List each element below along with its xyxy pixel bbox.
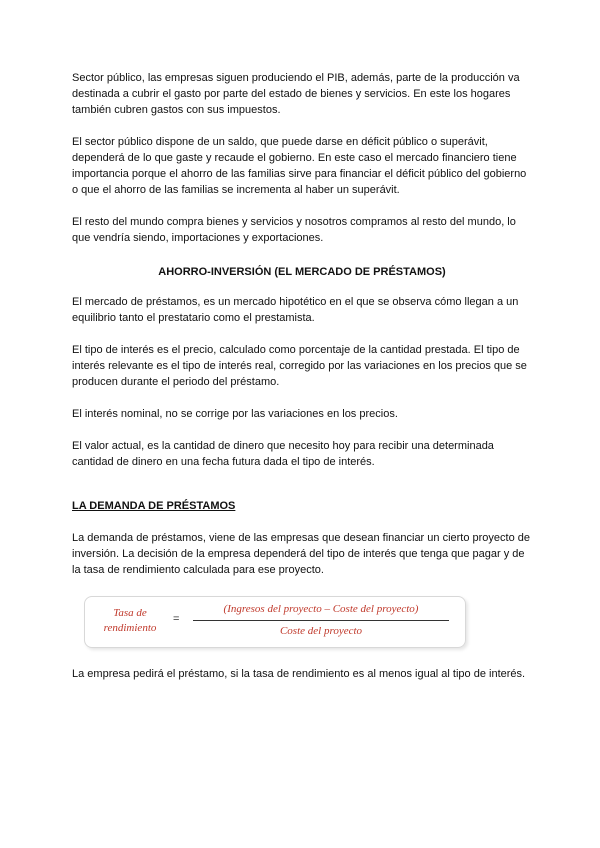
heading-ahorro-inversion: AHORRO-INVERSIÓN (EL MERCADO DE PRÉSTAMOS): [158, 266, 446, 278]
formula-equals: =: [173, 613, 180, 625]
paragraph-loan-demand: La demanda de préstamos, viene de las empresas que desean financiar un cierto proyecto de inversión. La decisión de la empresa dependerá del tipo de interés que tenga que pagar y de la tasa de rendimiento calculada para ese proyecto.: [72, 532, 531, 576]
formula-fraction: [193, 602, 449, 639]
paragraph-closing: La empresa pedirá el préstamo, si la tasa de rendimiento es al menos igual al tipo de interés.: [72, 668, 526, 680]
formula-left-line1: Tasa de: [113, 607, 147, 619]
paragraph-nominal-interest: El interés nominal, no se corrige por las variaciones en los precios.: [72, 408, 398, 420]
section-title-demand: LA DEMANDA DE PRÉSTAMOS: [72, 500, 236, 512]
paragraph-loan-market: El mercado de préstamos, es un mercado hipotético en el que se observa cómo llegan a un equilibrio tanto el prestatario como el prestamista.: [72, 296, 519, 324]
document-page: [72, 70, 532, 682]
paragraph-interest-rate: El tipo de interés es el precio, calculado como porcentaje de la cantidad prestada. El tipo de interés relevante es el tipo de interés real, corregido por las variaciones en los precios que se producen durante el periodo del préstamo.: [72, 344, 527, 388]
paragraph-public-balance: El sector público dispone de un saldo, que puede darse en déficit público o superávit, dependerá de lo que gaste y recaude el gobierno. En este caso el mercado financiero tiene importancia porque el ahorro de las familias sirve para financiar el déficit público del gobierno o que el ahorro de las familias se incrementa al haber un superávit.: [72, 136, 527, 196]
formula-left-side: [95, 606, 165, 636]
formula-denominator: Coste del proyecto: [279, 625, 363, 637]
formula-numerator: (Ingresos del proyecto – Coste del proyecto): [223, 603, 419, 615]
formula-fraction-bar: [193, 620, 449, 621]
paragraph-rest-of-world: El resto del mundo compra bienes y servicios y nosotros compramos al resto del mundo, lo que vendría siendo, importaciones y exportaciones.: [72, 216, 516, 244]
paragraph-present-value: El valor actual, es la cantidad de dinero que necesito hoy para recibir una determinada cantidad de dinero en una fecha futura dada el tipo de interés.: [72, 440, 494, 468]
formula-left-line2: rendimiento: [103, 622, 157, 634]
paragraph-public-sector: Sector público, las empresas siguen produciendo el PIB, además, parte de la producción va destinada a cubrir el gasto por parte del estado de bienes y servicios. En este los hogares también cubren gastos con sus impuestos.: [72, 72, 520, 116]
formula-box: [84, 596, 466, 648]
